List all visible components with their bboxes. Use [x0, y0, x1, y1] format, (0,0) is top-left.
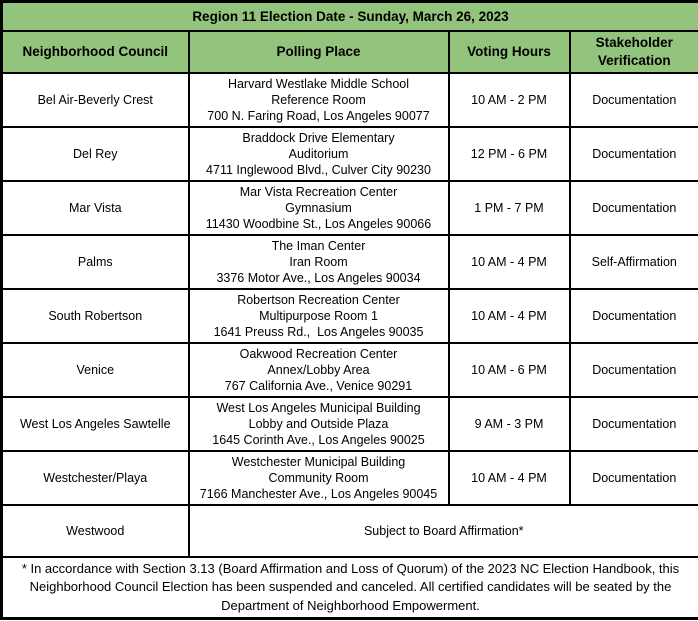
stakeholder-verification: Documentation: [570, 181, 698, 235]
polling-place-line: 1641 Preuss Rd., Los Angeles 90035: [213, 324, 424, 339]
table-row-bel-air-beverly-crest: [2, 73, 698, 127]
table-row-palms: [2, 235, 698, 289]
stakeholder-verification: Documentation: [570, 451, 698, 505]
council-name: South Robertson: [2, 289, 189, 343]
council-name: Westchester/Playa: [2, 451, 189, 505]
table-row-del-rey: [2, 127, 698, 181]
voting-hours: 10 AM - 4 PM: [449, 235, 570, 289]
polling-place-line: Iran Room: [289, 254, 348, 269]
polling-place-line: 7166 Manchester Ave., Los Angeles 90045: [199, 486, 438, 501]
polling-place-line: 767 California Ave., Venice 90291: [224, 378, 413, 393]
col-header-voting-hours: Voting Hours: [449, 31, 570, 73]
polling-place-line: West Los Angeles Municipal Building: [216, 400, 421, 415]
polling-place: [189, 397, 449, 451]
polling-place-line: 11430 Woodbine St., Los Angeles 90066: [205, 216, 432, 231]
table-row-south-robertson: [2, 289, 698, 343]
council-name: Palms: [2, 235, 189, 289]
polling-place-line: Multipurpose Room 1: [259, 308, 378, 323]
footnote-row: [2, 557, 698, 619]
voting-hours: 12 PM - 6 PM: [449, 127, 570, 181]
table-row-mar-vista: [2, 181, 698, 235]
voting-hours: 9 AM - 3 PM: [449, 397, 570, 451]
polling-place: [189, 73, 449, 127]
polling-place-line: 700 N. Faring Road, Los Angeles 90077: [207, 108, 430, 123]
polling-place: [189, 289, 449, 343]
table-row-westchester-playa: [2, 451, 698, 505]
stakeholder-verification: Documentation: [570, 289, 698, 343]
polling-place-line: Westchester Municipal Building: [231, 454, 406, 469]
stakeholder-verification: Documentation: [570, 397, 698, 451]
council-name: Del Rey: [2, 127, 189, 181]
polling-place-line: 3376 Motor Ave., Los Angeles 90034: [216, 270, 421, 285]
stakeholder-verification: Documentation: [570, 73, 698, 127]
polling-place: [189, 181, 449, 235]
council-name: Mar Vista: [2, 181, 189, 235]
polling-place-line: Community Room: [268, 470, 369, 485]
westwood-note: Subject to Board Affirmation*: [189, 505, 698, 557]
council-name: Venice: [2, 343, 189, 397]
polling-place-line: Gymnasium: [285, 200, 352, 215]
col-header-neighborhood-council: Neighborhood Council: [2, 31, 189, 73]
col-header-polling-place: Polling Place: [189, 31, 449, 73]
polling-place-line: Harvard Westlake Middle School: [227, 76, 410, 91]
table-row-venice: [2, 343, 698, 397]
polling-place: [189, 451, 449, 505]
polling-place-line: Annex/Lobby Area: [267, 362, 370, 377]
voting-hours: 1 PM - 7 PM: [449, 181, 570, 235]
council-name: Westwood: [2, 505, 189, 557]
table-title: Region 11 Election Date - Sunday, March 26, 2023: [2, 2, 698, 31]
polling-place-line: 4711 Inglewood Blvd., Culver City 90230: [206, 162, 431, 177]
polling-place-line: Braddock Drive Elementary: [242, 130, 395, 145]
table-row-west-los-angeles-sawtelle: [2, 397, 698, 451]
col-header-stakeholder-verification: Stakeholder Verification: [570, 31, 698, 73]
stakeholder-verification: Self-Affirmation: [570, 235, 698, 289]
polling-place-line: Oakwood Recreation Center: [239, 346, 398, 361]
polling-place: [189, 235, 449, 289]
polling-place: [189, 343, 449, 397]
footnote: * In accordance with Section 3.13 (Board Affirmation and Loss of Quorum) of the 2023 NC Election Handbook, this Neighborhood Council Election has been suspended and canceled. All certified candidates will be seated by the Department of Neighborhood Empowerment.: [2, 557, 698, 619]
council-name: West Los Angeles Sawtelle: [2, 397, 189, 451]
council-name: Bel Air-Beverly Crest: [2, 73, 189, 127]
voting-hours: 10 AM - 4 PM: [449, 289, 570, 343]
polling-place-line: Auditorium: [288, 146, 349, 161]
voting-hours: 10 AM - 4 PM: [449, 451, 570, 505]
polling-place-line: Robertson Recreation Center: [237, 292, 400, 307]
stakeholder-verification: Documentation: [570, 127, 698, 181]
voting-hours: 10 AM - 2 PM: [449, 73, 570, 127]
stakeholder-verification: Documentation: [570, 343, 698, 397]
polling-place-line: 1645 Corinth Ave., Los Angeles 90025: [212, 432, 425, 447]
voting-hours: 10 AM - 6 PM: [449, 343, 570, 397]
title-row: [2, 2, 698, 31]
polling-place-line: Lobby and Outside Plaza: [248, 416, 389, 431]
polling-place: [189, 127, 449, 181]
polling-place-line: Mar Vista Recreation Center: [239, 184, 398, 199]
polling-place-line: The Iman Center: [271, 238, 366, 253]
polling-place-line: Reference Room: [271, 92, 366, 107]
column-header-row: [2, 31, 698, 73]
table-row-westwood: [2, 505, 698, 557]
